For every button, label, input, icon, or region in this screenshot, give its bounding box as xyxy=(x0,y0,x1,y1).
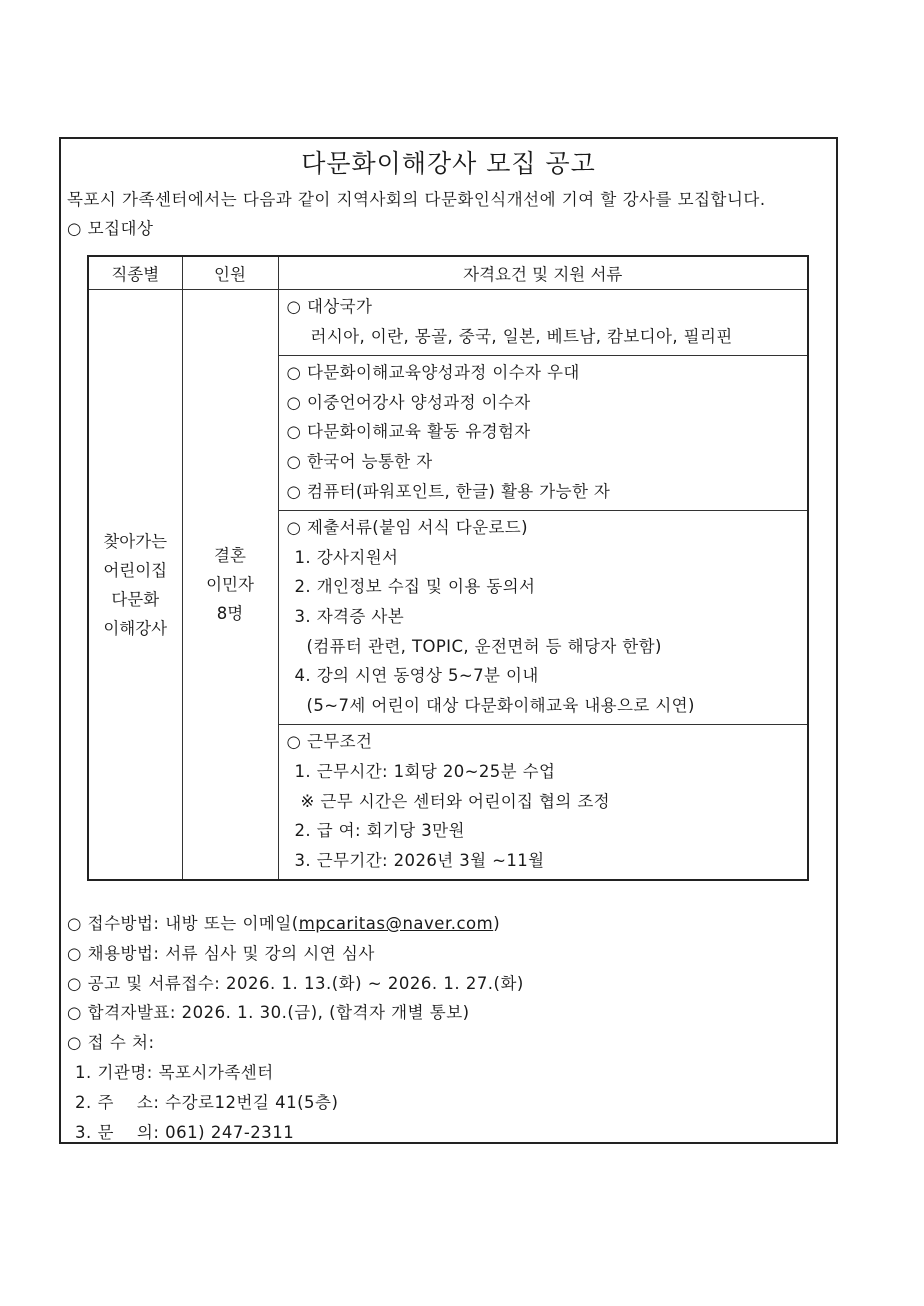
qualification-item: ○ 다문화이해교육양성과정 이수자 우대 xyxy=(286,363,580,383)
recruit-target-label: ○ 모집대상 xyxy=(67,219,154,238)
condition-note: ※ 근무 시간은 센터와 어린이집 협의 조정 xyxy=(300,791,611,811)
headcount-line: 이민자 xyxy=(206,575,254,595)
application-method-end: ) xyxy=(493,914,501,933)
job-type-line: 어린이집 xyxy=(103,560,168,580)
table-header-row xyxy=(88,256,808,290)
qualification-item: ○ 다문화이해교육 활동 유경험자 xyxy=(286,422,531,442)
job-type-line: 이해강사 xyxy=(103,618,168,638)
qualification-item: ○ 컴퓨터(파워포인트, 한글) 활용 가능한 자 xyxy=(286,481,611,501)
result-announcement: ○ 합격자발표: 2026. 1. 30.(금), (합격자 개별 통보) xyxy=(67,1003,470,1022)
org-phone: 3. 문 의: 061) 247-2311 xyxy=(75,1123,295,1142)
org-address: 2. 주 소: 수강로12번길 41(5층) xyxy=(75,1093,339,1112)
country-list: 러시아, 이란, 몽골, 중국, 일본, 베트남, 캄보디아, 필리핀 xyxy=(310,326,733,346)
document-note: (컴퓨터 관련, TOPIC, 운전면허 등 해당자 한함) xyxy=(306,636,662,656)
header-job-type: 직종별 xyxy=(88,256,182,290)
document-item: 2. 개인정보 수집 및 이용 동의서 xyxy=(294,577,536,597)
reception-place: ○ 접 수 처: xyxy=(67,1033,155,1052)
document-item: 4. 강의 시연 동영상 5~7분 이내 xyxy=(294,666,539,686)
org-name: 1. 기관명: 목포시가족센터 xyxy=(75,1063,274,1082)
requirements-cell xyxy=(278,290,808,881)
application-period: ○ 공고 및 서류접수: 2026. 1. 13.(화) ~ 2026. 1. 27.(화) xyxy=(67,974,524,993)
section-work-conditions xyxy=(279,725,808,879)
document-note: (5~7세 어린이 대상 다문화이해교육 내용으로 시연) xyxy=(306,695,695,715)
section-heading: ○ 제출서류(붙임 서식 다운로드) xyxy=(286,518,528,538)
email-link[interactable]: mpcaritas@naver.com xyxy=(298,914,494,933)
document-item: 3. 자격증 사본 xyxy=(294,606,405,626)
header-headcount: 인원 xyxy=(182,256,278,290)
job-type-line: 다문화 xyxy=(111,589,160,609)
condition-item: 1. 근무시간: 1회당 20~25분 수업 xyxy=(294,761,556,781)
condition-item: 2. 급 여: 회기당 3만원 xyxy=(294,821,465,841)
headcount-line: 8명 xyxy=(216,604,244,624)
condition-item: 3. 근무기간: 2026년 3월 ~11월 xyxy=(294,850,545,870)
headcount-line: 결혼 xyxy=(214,546,246,566)
section-documents xyxy=(279,511,808,725)
application-method-label: ○ 접수방법: 내방 또는 이메일( xyxy=(67,914,299,933)
job-type-cell xyxy=(88,290,182,881)
qualification-item: ○ 한국어 능통한 자 xyxy=(286,451,433,471)
section-heading: ○ 대상국가 xyxy=(286,297,373,316)
section-heading: ○ 근무조건 xyxy=(286,732,373,752)
job-type-line: 찾아가는 xyxy=(103,531,168,551)
section-target-countries xyxy=(279,290,808,356)
application-method xyxy=(67,910,500,934)
recruit-table xyxy=(87,255,809,881)
hiring-method: ○ 채용방법: 서류 심사 및 강의 시연 심사 xyxy=(67,944,375,963)
document-item: 1. 강사지원서 xyxy=(294,547,399,567)
headcount-cell xyxy=(182,290,278,881)
qualification-item: ○ 이중언어강사 양성과정 이수자 xyxy=(286,392,531,412)
section-qualifications xyxy=(279,356,808,511)
header-requirements: 자격요건 및 지원 서류 xyxy=(278,256,808,290)
intro-text: 목포시 가족센터에서는 다음과 같이 지역사회의 다문화인식개선에 기여 할 강사를 모집합니다. xyxy=(67,190,766,209)
table-row xyxy=(88,290,808,881)
page-title: 다문화이해강사 모집 공고 xyxy=(301,149,596,178)
